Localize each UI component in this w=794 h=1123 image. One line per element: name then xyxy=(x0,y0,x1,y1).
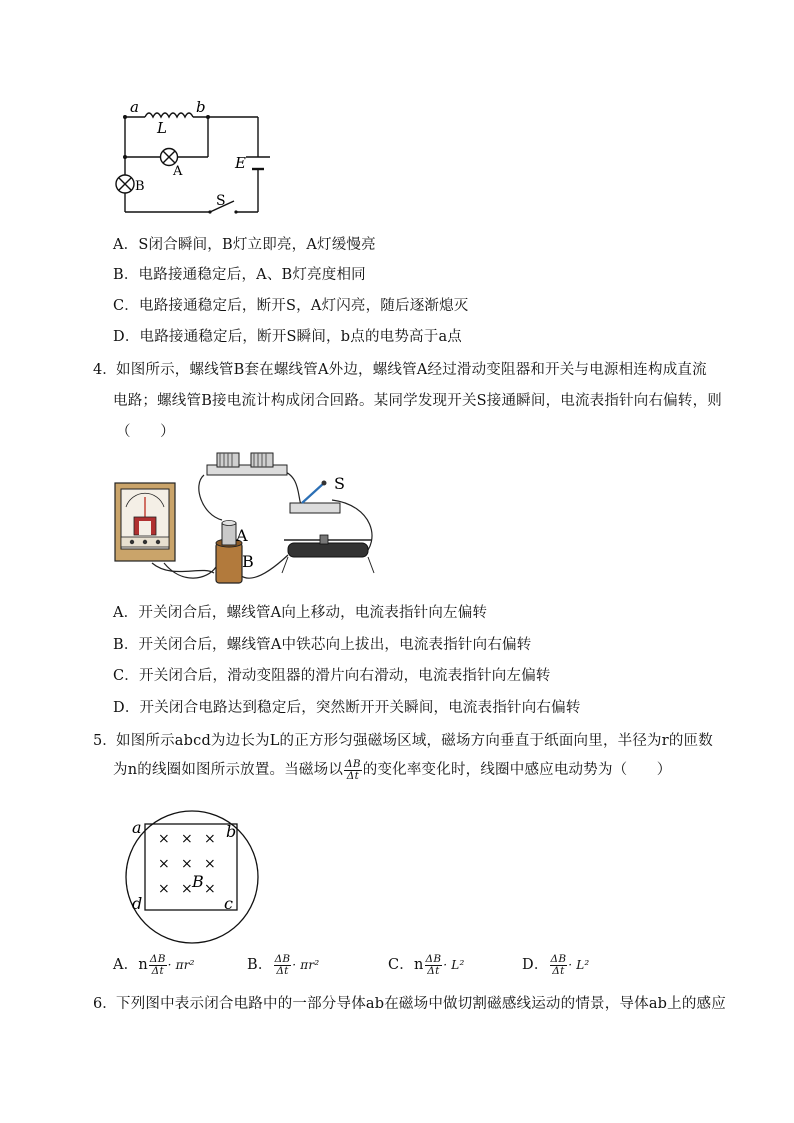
q5-stem-pre: 为n的线圈如图所示放置。当磁场以 xyxy=(113,762,344,778)
q4-stem-line1: 如图所示，螺线管B套在螺线管A外边，螺线管A经过滑动变阻器和开关与电源相连构成直流 xyxy=(116,362,707,378)
q5-option-a: A．n $\frac{\Delta B}{\Delta t}$ · πr² xyxy=(113,952,195,977)
q6-stem-line1: 下列图中表示闭合电路中的一部分导体ab在磁场中做切割磁感线运动的情景，导体ab上的感应 xyxy=(116,996,726,1012)
q4-option-b: B．开关闭合后，螺线管A中铁芯向上拔出，电流表指针向右偏转 xyxy=(113,637,532,653)
option-fraction: $\frac{\Delta B}{\Delta t}$ xyxy=(149,952,166,977)
cross-mark: × xyxy=(181,856,193,872)
label-a: a xyxy=(130,98,139,116)
label-L: L xyxy=(157,119,167,137)
label-b: b xyxy=(196,98,206,116)
option-fraction: $\frac{\Delta B}{\Delta t}$ xyxy=(274,952,291,977)
label-c: c xyxy=(224,894,233,913)
cross-mark: × xyxy=(181,881,193,897)
q5-number: 5． xyxy=(93,733,117,749)
q4-apparatus-figure xyxy=(112,445,392,590)
label-S: S xyxy=(216,193,226,209)
label-E: E xyxy=(235,154,246,172)
q4-option-a: A．开关闭合后，螺线管A向上移动，电流表指针向左偏转 xyxy=(113,605,488,621)
q5-option-c: C．n $\frac{\Delta B}{\Delta t}$ · L² xyxy=(388,952,465,977)
q5-option-d: D． $\frac{\Delta B}{\Delta t}$ · L² xyxy=(522,952,590,977)
q4-option-d: D．开关闭合电路达到稳定后，突然断开开关瞬间，电流表指针向右偏转 xyxy=(113,700,581,716)
q5-magnetic-field-figure xyxy=(112,807,272,947)
q5-stem-post: 的变化率变化时，线圈中感应电动势为（ ） xyxy=(362,762,672,778)
option-fraction: $\frac{\Delta B}{\Delta t}$ xyxy=(425,952,442,977)
label-A: A xyxy=(236,526,248,545)
label-a: a xyxy=(132,818,142,837)
q4-stem-line2: 电路；螺线管B接电流计构成闭合回路。某同学发现开关S接通瞬间，电流表指针向右偏转，则 xyxy=(113,393,722,409)
q3-option-b: B．电路接通稳定后，A、B灯亮度相同 xyxy=(113,267,366,283)
label-b: b xyxy=(226,822,237,841)
cross-mark: × xyxy=(158,856,170,872)
fraction-denominator: Δt xyxy=(346,769,359,782)
cross-mark: × xyxy=(181,831,193,847)
q3-circuit-diagram xyxy=(110,95,290,220)
cross-mark: × xyxy=(204,881,216,897)
option-fraction: $\frac{\Delta B}{\Delta t}$ xyxy=(550,952,567,977)
fraction-numerator: ΔB xyxy=(345,757,361,770)
q4-option-c: C．开关闭合后，滑动变阻器的滑片向右滑动，电流表指针向左偏转 xyxy=(113,668,551,684)
q5-stem-fraction xyxy=(344,759,362,782)
label-d: d xyxy=(132,894,143,913)
q4-number: 4． xyxy=(93,362,117,378)
q6-number: 6． xyxy=(93,996,117,1012)
q5-stem-line2 xyxy=(113,758,671,782)
q3-option-c: C．电路接通稳定后，断开S，A灯闪亮，随后逐渐熄灭 xyxy=(113,298,469,314)
label-A: A xyxy=(173,164,183,179)
q5-stem-line1: 如图所示abcd为边长为L的正方形匀强磁场区域，磁场方向垂直于纸面向里，半径为r的匝数 xyxy=(116,733,713,749)
label-S: S xyxy=(334,474,345,493)
q3-option-a: A．S闭合瞬间，B灯立即亮，A灯缓慢亮 xyxy=(113,237,376,253)
cross-mark: × xyxy=(158,881,170,897)
cross-mark: × xyxy=(204,831,216,847)
q4-stem-line3: （ ） xyxy=(116,424,175,440)
label-B: B xyxy=(242,552,254,571)
cross-mark: × xyxy=(204,856,216,872)
q3-option-d: D．电路接通稳定后，断开S瞬间，b点的电势高于a点 xyxy=(113,329,462,345)
q5-option-b: B． $\frac{\Delta B}{\Delta t}$ · πr² xyxy=(247,952,320,977)
cross-mark: × xyxy=(158,831,170,847)
label-B: B xyxy=(192,872,204,891)
label-B: B xyxy=(135,179,145,194)
